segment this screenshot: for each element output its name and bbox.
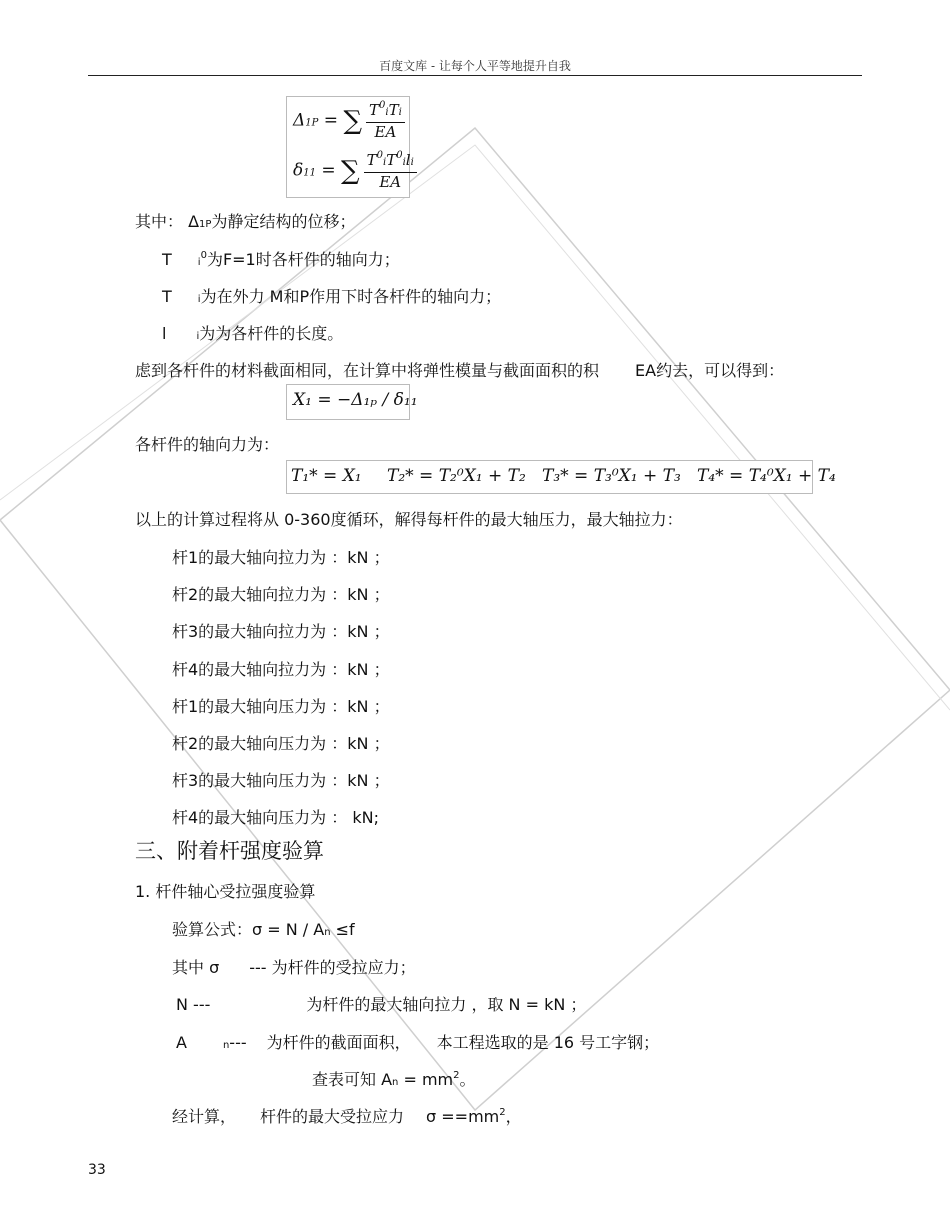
where-ti-line: T i为在外力 M和P作用下时各杆件的轴向力； — [162, 287, 502, 306]
where-li-line: l i为为各杆件的长度。 — [162, 324, 344, 343]
rod-result-line: 杆4的最大轴向压力为 ： kN; — [172, 808, 379, 827]
formula-delta-1p: Δ1P = ∑ $\frac{T^0iTi}{EA}$ — [293, 101, 405, 141]
where-ti0-line: T $i^0$为F=1时各杆件的轴向力； — [162, 250, 400, 269]
rod-result-line: 杆2的最大轴向压力为 ：kN ； — [172, 734, 390, 753]
ea-cancel-line: 虑到各杆件的材料截面相同，在计算中将弹性模量与截面面积的积 EA约去，可以得到： — [135, 361, 785, 380]
calc-result-line: 经计算， 杆件的最大受拉应力 $\sigma ==mm^2$， — [172, 1107, 522, 1126]
where-an-line: A n--- 为杆件的截面面积， 本工程选取的是 16 号工字钢； — [176, 1033, 660, 1052]
rod-result-line: 杆1的最大轴向压力为 ：kN ； — [172, 697, 390, 716]
where-delta-line: 其中： Δ1P为静定结构的位移； — [135, 212, 356, 231]
formula-t4: T₄* = T₄⁰X₁ + T₄ — [697, 466, 836, 486]
section-heading: 三、附着杆强度验算 — [135, 839, 324, 863]
formula-displacement-block — [286, 96, 414, 198]
rod-result-line: 杆2的最大轴向拉力为 ：kN ； — [172, 585, 390, 604]
formula-axial-forces — [286, 460, 836, 494]
table-lookup-line: 查表可知 $An = mm^2$。 — [312, 1070, 476, 1089]
formula-t1: T₁* = X₁ — [291, 466, 362, 486]
rod-result-line: 杆3的最大轴向拉力为 ：kN ； — [172, 622, 390, 641]
loop-description: 以上的计算过程将从 0-360度循环，解得每杆件的最大轴压力，最大轴拉力： — [135, 510, 683, 529]
formula-t2: T₂* = T₂⁰X₁ + T₂ — [387, 466, 526, 486]
header-rule — [88, 75, 862, 76]
where-sigma-line: 其中 σ --- 为杆件的受拉应力； — [172, 958, 416, 977]
formula-delta-11: δ11 = ∑ $\frac{T^0iT^0ili}{EA}$ — [293, 151, 417, 191]
page-header: 百度文库 - 让每个人平等地提升自我 — [379, 59, 571, 73]
check-formula-line: 验算公式：σ = N / An ≤f — [172, 920, 355, 939]
formula-x1-text: X₁ = −Δ₁ₚ / δ₁₁ — [293, 390, 418, 410]
formula-t3: T₃* = T₃⁰X₁ + T₃ — [542, 466, 681, 486]
rod-result-line: 杆4的最大轴向拉力为 ：kN ； — [172, 660, 390, 679]
rod-result-line: 杆1的最大轴向拉力为 ：kN ； — [172, 548, 390, 567]
item-heading: 1. 杆件轴心受拉强度验算 — [135, 882, 316, 901]
page-number: 33 — [88, 1162, 106, 1178]
rod-result-line: 杆3的最大轴向压力为 ：kN ； — [172, 771, 390, 790]
formula-x1 — [286, 384, 418, 420]
axial-force-intro: 各杆件的轴向力为： — [135, 435, 280, 454]
where-n-line: N --- 为杆件的最大轴向拉力 ，取 N = kN ； — [176, 995, 587, 1014]
